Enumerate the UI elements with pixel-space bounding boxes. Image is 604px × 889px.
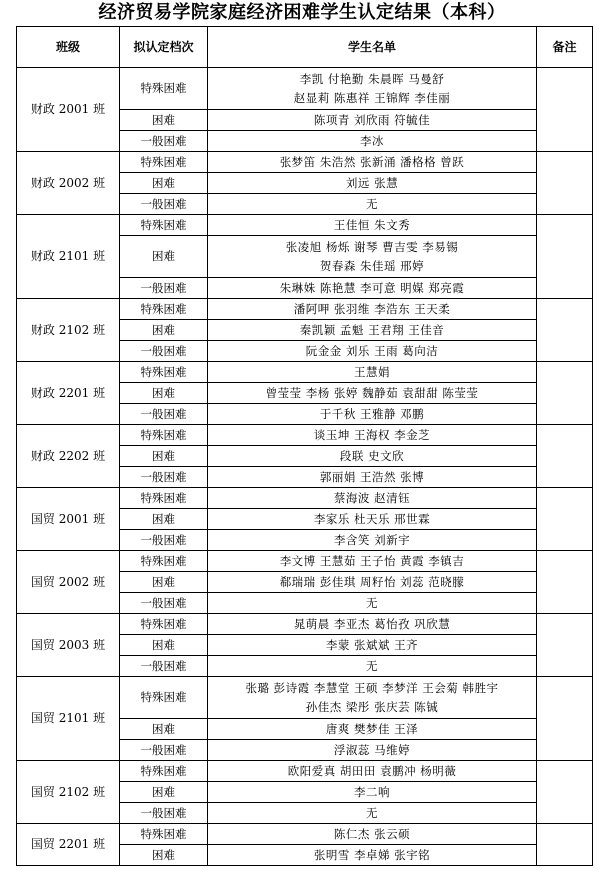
table-row: [17, 551, 593, 572]
names-cell: [208, 131, 537, 152]
names-line: 陈项青 刘欣雨 符毓佳: [313, 112, 431, 127]
header-names: 学生名单: [208, 27, 537, 68]
names-line: 无: [366, 196, 378, 211]
level-cell: 特殊困难: [120, 677, 208, 719]
names-line: 张梦笛 朱浩然 张新涌 潘格格 曾跃: [279, 154, 465, 169]
class-cell: 国贸 2102 班: [17, 761, 120, 824]
level-cell: 一般困难: [120, 341, 208, 362]
names-cell: [208, 425, 537, 446]
level-cell: 困难: [120, 719, 208, 740]
names-line: 李蒙 张斌斌 王齐: [325, 637, 419, 652]
note-cell: [537, 551, 593, 614]
note-cell: [537, 362, 593, 425]
note-cell: [537, 299, 593, 362]
level-cell: 一般困难: [120, 194, 208, 215]
level-cell: 一般困难: [120, 404, 208, 425]
table-row: [17, 362, 593, 383]
level-cell: 特殊困难: [120, 152, 208, 173]
table-row: [17, 152, 593, 173]
names-line: 孙佳杰 梁彤 张庆芸 陈铖: [305, 699, 439, 714]
names-cell: [208, 320, 537, 341]
class-cell: 国贸 2001 班: [17, 488, 120, 551]
header-class: 班级: [17, 27, 120, 68]
level-cell: 困难: [120, 383, 208, 404]
names-line: 李文博 王慧茹 王子怡 黄霞 李镇吉: [279, 553, 465, 568]
names-cell: [208, 278, 537, 299]
names-cell: [208, 488, 537, 509]
names-line: 朱琳姝 陈艳慧 李可意 明媒 郑亮霞: [279, 280, 465, 295]
header-level: 拟认定档次: [120, 27, 208, 68]
names-line: 刘远 张慧: [345, 175, 399, 190]
names-cell: [208, 572, 537, 593]
names-cell: [208, 635, 537, 656]
names-cell: [208, 236, 537, 278]
note-cell: [537, 614, 593, 677]
document-title: 经济贸易学院家庭经济困难学生认定结果（本科）: [98, 2, 506, 23]
table-row: [17, 425, 593, 446]
class-cell: 国贸 2002 班: [17, 551, 120, 614]
note-cell: [537, 152, 593, 215]
note-cell: [537, 68, 593, 152]
class-cell: 国贸 2003 班: [17, 614, 120, 677]
names-line: 秦凯颖 孟魁 王君翔 王佳音: [299, 322, 445, 337]
names-line: 王佳恒 朱文秀: [333, 217, 411, 232]
class-cell: 国贸 2201 班: [17, 824, 120, 866]
table-row: [17, 215, 593, 236]
note-cell: [537, 425, 593, 488]
names-line: 浮淑蕊 马维婷: [333, 742, 411, 757]
names-cell: [208, 740, 537, 761]
names-line: 李冰: [360, 133, 384, 148]
names-cell: [208, 110, 537, 131]
names-cell: [208, 614, 537, 635]
table-row: [17, 824, 593, 845]
names-cell: [208, 593, 537, 614]
student-table: [16, 26, 593, 866]
names-cell: [208, 173, 537, 194]
table-row: [17, 68, 593, 110]
class-cell: 财政 2101 班: [17, 215, 120, 299]
table-row: [17, 761, 593, 782]
level-cell: 特殊困难: [120, 614, 208, 635]
table-row: [17, 614, 593, 635]
note-cell: [537, 215, 593, 299]
names-line: 谈玉坤 王海权 李金芝: [313, 427, 431, 442]
names-cell: [208, 404, 537, 425]
names-cell: [208, 467, 537, 488]
names-cell: [208, 194, 537, 215]
class-cell: 国贸 2101 班: [17, 677, 120, 761]
names-line: 于千秋 王雅静 邓鹏: [319, 406, 425, 421]
header-note: 备注: [537, 27, 593, 68]
names-cell: [208, 152, 537, 173]
names-cell: [208, 845, 537, 866]
level-cell: 特殊困难: [120, 362, 208, 383]
class-cell: 财政 2201 班: [17, 362, 120, 425]
level-cell: 一般困难: [120, 467, 208, 488]
names-line: 李凯 付艳勤 朱晨晖 马曼舒: [299, 71, 445, 86]
level-cell: 一般困难: [120, 530, 208, 551]
names-cell: [208, 803, 537, 824]
level-cell: 一般困难: [120, 656, 208, 677]
names-line: 曾莹莹 李杨 张婷 魏静茹 袁甜甜 陈莹莹: [265, 385, 479, 400]
names-line: 晁萌晨 李亚杰 葛怡孜 巩欣慧: [293, 616, 451, 631]
level-cell: 特殊困难: [120, 299, 208, 320]
names-line: 无: [366, 595, 378, 610]
level-cell: 特殊困难: [120, 215, 208, 236]
names-cell: [208, 530, 537, 551]
names-cell: [208, 551, 537, 572]
table-row: [17, 488, 593, 509]
names-line: 郭丽娟 王浩然 张博: [319, 469, 425, 484]
level-cell: 困难: [120, 236, 208, 278]
names-line: 张明雪 李卓娣 张宇铭: [313, 847, 431, 862]
names-cell: [208, 509, 537, 530]
level-cell: 特殊困难: [120, 488, 208, 509]
names-cell: [208, 782, 537, 803]
level-cell: 困难: [120, 446, 208, 467]
level-cell: 一般困难: [120, 278, 208, 299]
names-cell: [208, 68, 537, 110]
level-cell: 特殊困难: [120, 761, 208, 782]
names-line: 蔡海波 赵清钰: [333, 490, 411, 505]
note-cell: [537, 824, 593, 866]
class-cell: 财政 2102 班: [17, 299, 120, 362]
names-line: 段联 史文欣: [339, 448, 405, 463]
level-cell: 特殊困难: [120, 68, 208, 110]
level-cell: 一般困难: [120, 803, 208, 824]
level-cell: 一般困难: [120, 740, 208, 761]
names-line: 郗瑞瑞 彭佳琪 周籽怡 刘蕊 范晓朦: [279, 574, 465, 589]
class-cell: 财政 2202 班: [17, 425, 120, 488]
level-cell: 困难: [120, 572, 208, 593]
names-cell: [208, 215, 537, 236]
names-cell: [208, 824, 537, 845]
level-cell: 困难: [120, 110, 208, 131]
names-line: 无: [366, 658, 378, 673]
names-cell: [208, 719, 537, 740]
level-cell: 困难: [120, 635, 208, 656]
names-line: 贺春森 朱佳瑶 邢婷: [319, 258, 425, 273]
note-cell: [537, 677, 593, 761]
names-line: 李二响: [354, 784, 390, 799]
names-cell: [208, 383, 537, 404]
names-line: 李家乐 杜天乐 邢世霖: [313, 511, 431, 526]
names-line: 张璐 彭诗霞 李慧堂 王硕 李梦洋 王会菊 韩胜宇: [245, 680, 499, 695]
note-cell: [537, 488, 593, 551]
names-cell: [208, 299, 537, 320]
class-cell: 财政 2002 班: [17, 152, 120, 215]
table-body: [17, 68, 593, 866]
note-cell: [537, 761, 593, 824]
names-line: 阮金金 刘乐 王雨 葛向洁: [305, 343, 439, 358]
names-line: 欧阳爱真 胡田田 袁鹏冲 杨明薇: [287, 763, 457, 778]
names-cell: [208, 362, 537, 383]
table-header-row: [17, 27, 593, 68]
names-line: 赵显莉 陈惠祥 王锦辉 李佳丽: [293, 90, 451, 105]
level-cell: 困难: [120, 173, 208, 194]
level-cell: 特殊困难: [120, 824, 208, 845]
names-cell: [208, 761, 537, 782]
level-cell: 困难: [120, 509, 208, 530]
names-cell: [208, 677, 537, 719]
names-line: 王慧娟: [354, 364, 390, 379]
table-row: [17, 299, 593, 320]
names-line: 李含笑 刘新宇: [333, 532, 411, 547]
level-cell: 特殊困难: [120, 425, 208, 446]
names-cell: [208, 446, 537, 467]
level-cell: 一般困难: [120, 593, 208, 614]
names-line: 无: [366, 805, 378, 820]
names-line: 潘阿呷 张羽维 李浩东 王天柔: [293, 301, 451, 316]
level-cell: 困难: [120, 782, 208, 803]
level-cell: 特殊困难: [120, 551, 208, 572]
names-line: 陈仁杰 张云硕: [333, 826, 411, 841]
level-cell: 困难: [120, 845, 208, 866]
names-line: 张凌旭 杨烁 谢琴 曹吉雯 李易锡: [285, 239, 459, 254]
level-cell: 困难: [120, 320, 208, 341]
names-cell: [208, 341, 537, 362]
level-cell: 一般困难: [120, 131, 208, 152]
names-cell: [208, 656, 537, 677]
table-row: [17, 677, 593, 719]
class-cell: 财政 2001 班: [17, 68, 120, 152]
names-line: 唐爽 樊梦佳 王泽: [325, 721, 419, 736]
